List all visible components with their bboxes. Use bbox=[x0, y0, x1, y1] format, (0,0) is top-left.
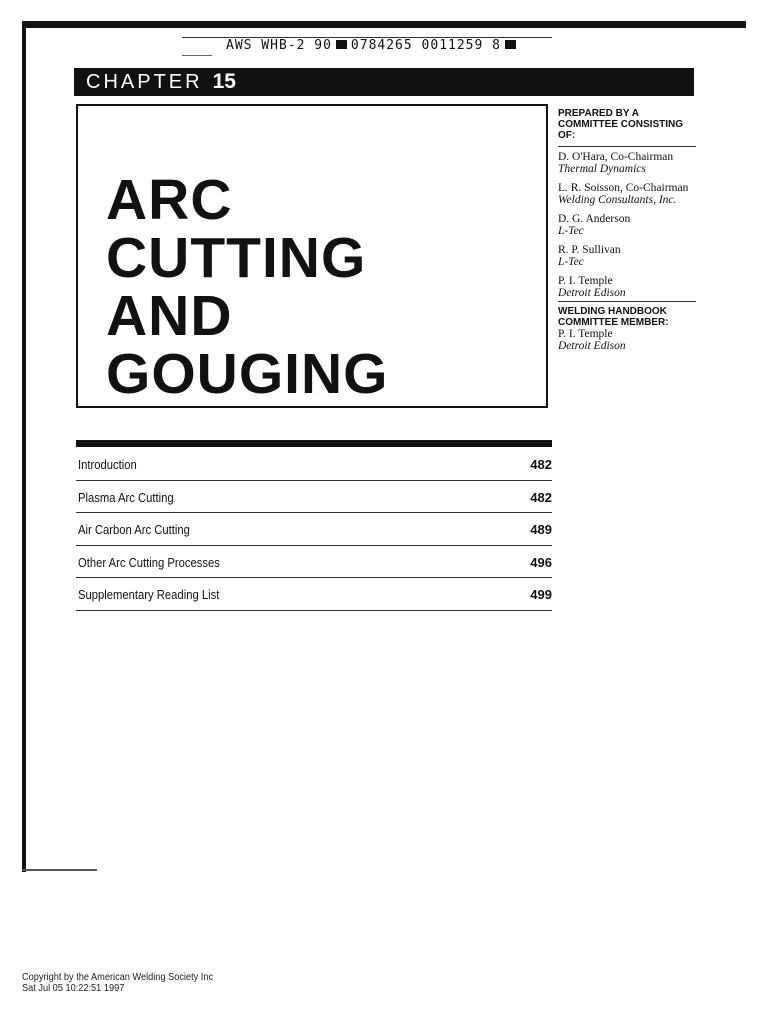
barcode-right: 0784265 0011259 8 bbox=[350, 38, 501, 53]
member-name: D. O'Hara, Co-Chairman bbox=[558, 151, 674, 163]
divider bbox=[558, 301, 696, 302]
toc-entry[interactable] bbox=[76, 448, 552, 481]
member-name: P. I. Temple bbox=[558, 275, 613, 287]
toc-entry-title: Introduction bbox=[78, 458, 137, 472]
member-organization: Welding Consultants, Inc. bbox=[558, 194, 677, 206]
member-organization: Thermal Dynamics bbox=[558, 163, 646, 175]
timestamp-line: Sat Jul 05 10:22:51 1997 bbox=[22, 983, 125, 994]
copyright-footer bbox=[22, 972, 213, 994]
chapter-title-line: ARC bbox=[106, 168, 233, 232]
table-of-contents bbox=[76, 448, 552, 611]
member-name: P. I. Temple bbox=[558, 328, 613, 340]
toc-entry-page: 482 bbox=[530, 457, 552, 472]
handbook-committee-member bbox=[558, 328, 696, 352]
chapter-word: CHAPTER bbox=[86, 70, 203, 93]
toc-entry[interactable] bbox=[76, 481, 552, 514]
toc-entry[interactable] bbox=[76, 578, 552, 611]
copyright-line: Copyright by the American Welding Society Inc bbox=[22, 972, 214, 983]
handbook-committee-heading: WELDING HANDBOOK COMMITTEE MEMBER: bbox=[558, 306, 669, 328]
toc-entry[interactable] bbox=[76, 546, 552, 579]
committee-member bbox=[558, 151, 696, 175]
member-organization: Detroit Edison bbox=[558, 287, 626, 299]
committee-member bbox=[558, 244, 696, 268]
page-bottom-tick bbox=[22, 869, 97, 871]
member-organization: L-Tec bbox=[558, 256, 584, 268]
committee-member bbox=[558, 213, 696, 237]
barcode-underline bbox=[182, 55, 212, 56]
toc-entry-page: 489 bbox=[530, 522, 552, 537]
member-name: D. G. Anderson bbox=[558, 213, 631, 225]
chapter-title-box bbox=[76, 104, 548, 408]
toc-entry-title: Other Arc Cutting Processes bbox=[78, 555, 220, 570]
toc-entry[interactable] bbox=[76, 513, 552, 546]
barcode-block bbox=[505, 40, 516, 49]
chapter-title-line: CUTTING bbox=[106, 226, 367, 290]
member-organization: L-Tec bbox=[558, 225, 584, 237]
committee-member bbox=[558, 182, 696, 206]
page-top-border bbox=[22, 21, 746, 28]
barcode-header bbox=[226, 38, 520, 53]
barcode-block bbox=[336, 40, 347, 49]
chapter-banner bbox=[74, 68, 694, 96]
committee-member bbox=[558, 275, 696, 299]
committee-panel bbox=[558, 108, 696, 359]
member-name: L. R. Soisson, Co-Chairman bbox=[558, 182, 689, 194]
chapter-title-line: GOUGING bbox=[106, 342, 389, 406]
chapter-number: 15 bbox=[212, 70, 236, 93]
toc-entry-title: Air Carbon Arc Cutting bbox=[78, 523, 190, 537]
chapter-title-line: AND bbox=[106, 284, 233, 348]
barcode-left: AWS WHB-2 90 bbox=[226, 38, 332, 53]
toc-entry-page: 482 bbox=[530, 489, 552, 505]
member-organization: Detroit Edison bbox=[558, 340, 626, 352]
toc-entry-page: 499 bbox=[530, 587, 552, 602]
committee-heading: PREPARED BY A COMMITTEE CONSISTING OF: bbox=[558, 108, 683, 141]
toc-entry-title: Supplementary Reading List bbox=[78, 588, 220, 602]
page-left-border bbox=[22, 21, 26, 872]
toc-entry-page: 496 bbox=[530, 554, 552, 570]
contents-top-bar bbox=[76, 440, 552, 447]
member-name: R. P. Sullivan bbox=[558, 244, 621, 256]
divider bbox=[558, 146, 696, 147]
toc-entry-title: Plasma Arc Cutting bbox=[78, 490, 174, 505]
